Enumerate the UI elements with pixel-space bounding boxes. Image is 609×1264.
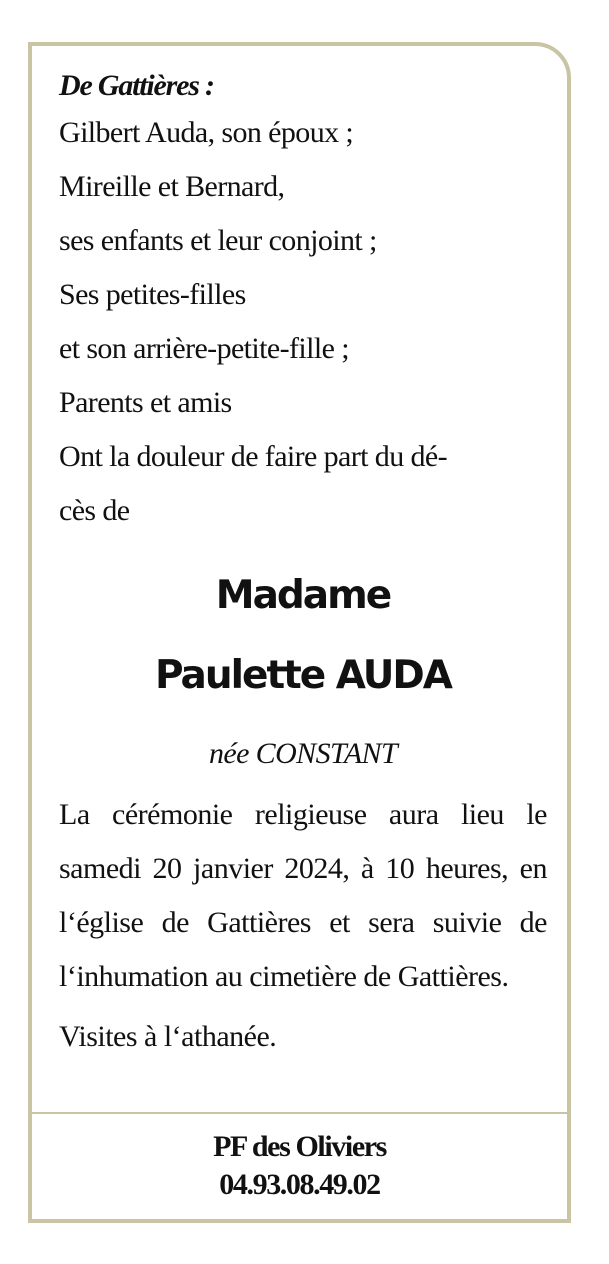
deceased-name: Paulette AUDA — [155, 653, 451, 698]
funeral-home-footer — [32, 1128, 567, 1204]
family-line: Ses petites-filles — [59, 278, 246, 311]
family-line: et son arrière-petite-fille ; — [59, 332, 349, 365]
footer-divider — [32, 1112, 567, 1114]
obituary-notice — [28, 42, 571, 1223]
family-line: cès de — [59, 494, 130, 527]
family-line: Parents et amis — [59, 386, 232, 419]
notice-body — [59, 66, 547, 1064]
family-line: ses enfants et leur conjoint ; — [59, 224, 377, 257]
funeral-home-phone: 04.93.08.49.02 — [219, 1168, 380, 1201]
deceased-title: Madame — [215, 573, 391, 618]
family-line: Gilbert Auda, son époux ; — [59, 116, 354, 149]
funeral-home-name: PF des Oliviers — [213, 1130, 386, 1163]
deceased-name-block — [59, 556, 547, 716]
family-line: Ont la douleur de faire part du dé- — [59, 440, 447, 473]
family-list — [59, 106, 547, 538]
family-line: Mireille et Bernard, — [59, 170, 285, 203]
intro-heading: De Gattières : — [59, 69, 214, 102]
maiden-name: née CONSTANT — [208, 737, 398, 770]
visits-info: Visites à l‘athanée. — [59, 1020, 277, 1053]
ceremony-details: La cérémonie religieuse aura lieu le samedi 20 janvier 2024, à 10 heures, en l‘église de Gattières et sera suivie de l‘inhumation au cimetière de Gattières. — [59, 798, 547, 993]
